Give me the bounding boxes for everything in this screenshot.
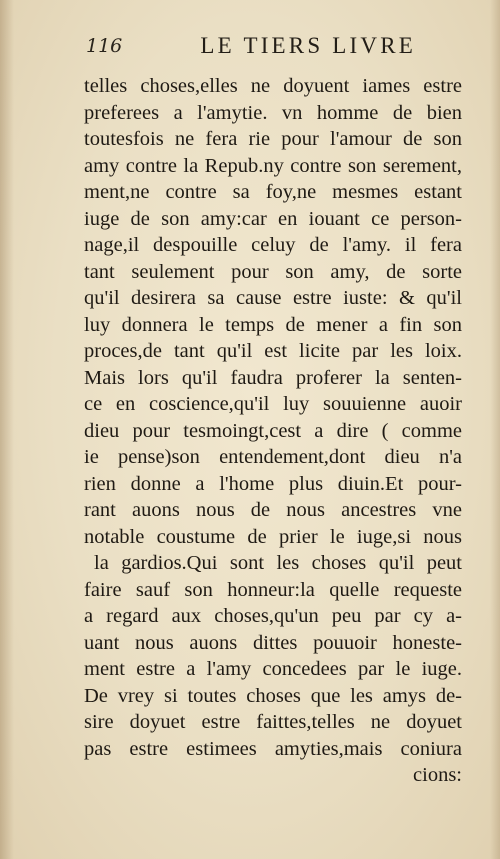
text-line: ment estre a l'amy concedees par le iuge.	[84, 658, 462, 680]
text-line: nage,il despouille celuy de l'amy. il fera	[84, 234, 462, 256]
text-line: iuge de son amy:car en iouant ce person-	[84, 207, 462, 230]
text-line: sire doyuet estre faittes,telles ne doyuet	[84, 711, 462, 733]
text-line: notable coustume de prier le iuge,si nous	[84, 525, 462, 548]
text-line: a regard aux choses,qu'un peu par cy a-	[84, 605, 462, 627]
text-line: faire sauf son honneur:la quelle requeste	[84, 578, 462, 601]
text-line: rant auons nous de nous ancestres vne	[84, 499, 462, 521]
page-header	[86, 33, 416, 63]
running-head: LE TIERS LIVRE	[200, 33, 416, 58]
text-line: qu'il desirera sa cause estre iuste: & qu'il	[84, 287, 462, 309]
text-line: uant nous auons dittes pouuoir honeste-	[84, 631, 462, 654]
text-line: rien donne a l'home plus diuin.Et pour-	[84, 472, 462, 495]
text-line: tant seulement pour son amy, de sorte	[84, 260, 462, 283]
text-line: telles choses,elles ne doyuent iames estre	[84, 75, 462, 97]
text-line: ce en coscience,qu'il luy souuienne auoir	[84, 393, 462, 415]
text-line: ment,ne contre sa foy,ne mesmes estant	[84, 181, 462, 203]
text-line: pas estre estimees amyties,mais coniura	[84, 737, 462, 760]
text-line: ie pense)son entendement,dont dieu n'a	[84, 446, 462, 468]
text-line: dieu pour tesmoingt,cest a dire ( comme	[84, 419, 462, 442]
body-text	[84, 73, 462, 789]
text-line: proces,de tant qu'il est licite par les loix.	[84, 340, 462, 362]
page-number: 116	[86, 35, 123, 57]
text-line: Mais lors qu'il faudra proferer la senten-	[84, 366, 462, 389]
text-line: toutesfois ne fera rie pour l'amour de son	[84, 128, 462, 150]
text-line: amy contre la Repub.ny contre son serement,	[84, 154, 462, 177]
text-line: luy donnera le temps de mener a fin son	[84, 313, 462, 336]
text-line: De vrey si toutes choses que les amys de-	[84, 684, 462, 707]
text-line: cions:	[413, 764, 462, 786]
text-line: preferees a l'amytie. vn homme de bien	[84, 101, 462, 124]
text-line: la gardios.Qui sont les choses qu'il peut	[94, 552, 462, 574]
